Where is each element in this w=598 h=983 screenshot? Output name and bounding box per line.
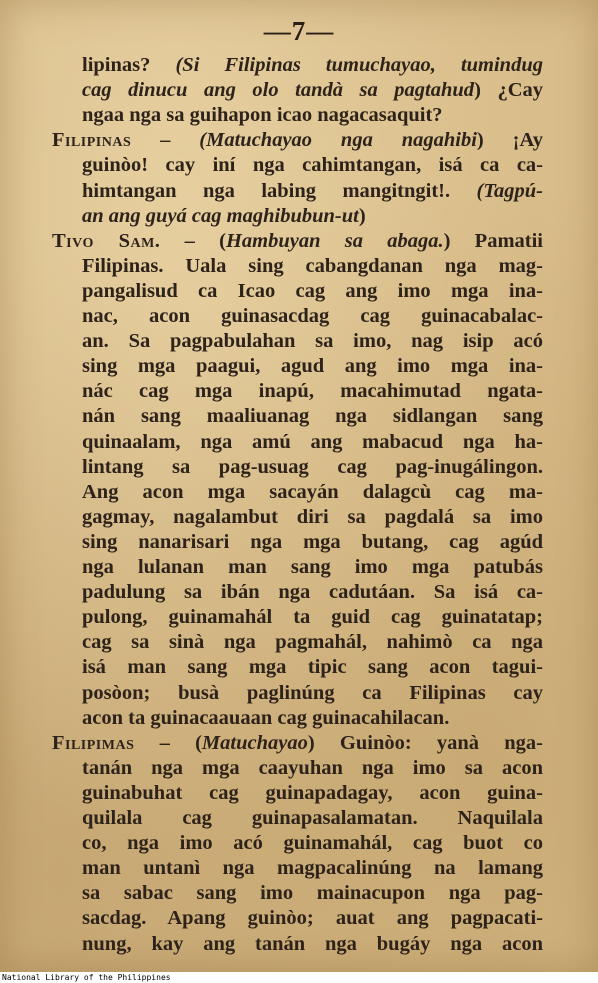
text-line bbox=[82, 378, 543, 404]
dialogue-text: – ( bbox=[160, 229, 226, 252]
text-line bbox=[82, 780, 543, 806]
dialogue-text: – ( bbox=[134, 731, 202, 754]
text-line bbox=[82, 604, 543, 630]
text-line bbox=[82, 830, 543, 856]
text-line bbox=[82, 805, 543, 831]
dialogue-text: nác cag mga inapú, macahimutad ngata- bbox=[82, 380, 543, 403]
dialogue-text: himtangan nga labing mangitngit!. bbox=[82, 179, 477, 202]
text-line bbox=[82, 579, 543, 605]
dialogue-text: nga lulanan man sang imo mga patubás bbox=[82, 556, 543, 578]
text-line bbox=[82, 654, 543, 680]
dialogue-text: quinaalam, nga amú ang mabacud nga ha- bbox=[82, 430, 543, 453]
text-line bbox=[82, 77, 543, 103]
footer-bar bbox=[0, 972, 598, 983]
stage-direction: (Tagpú- bbox=[476, 179, 543, 202]
dialogue-text: acon ta guinacaauaan cag guinacahilacan. bbox=[82, 706, 450, 729]
dialogue-text: nung, kay ang tanán nga bugáy nga acon bbox=[82, 932, 543, 955]
text-line bbox=[82, 52, 543, 78]
dialogue-text: – bbox=[131, 129, 200, 152]
text-line bbox=[82, 479, 543, 505]
text-line bbox=[82, 403, 543, 429]
stage-direction: cag dinucu ang olo tandà sa pagtahud bbox=[82, 79, 475, 102]
library-credit: National Library of the Philippines bbox=[2, 973, 171, 982]
stage-direction: (Si Filipinas tumuchayao, tumindug bbox=[175, 54, 543, 76]
text-line bbox=[82, 905, 543, 931]
text-line bbox=[82, 504, 543, 530]
text-line bbox=[82, 554, 543, 580]
text-line bbox=[82, 454, 543, 480]
text-line bbox=[52, 730, 543, 756]
stage-direction: an ang guyá cag maghibubun-ut bbox=[82, 204, 359, 227]
dialogue-text: gagmay, nagalambut diri sa pagdalá sa imo bbox=[82, 505, 543, 528]
speaker-name: Tivo Sam. bbox=[52, 229, 161, 252]
speaker-name: Filipinas bbox=[52, 129, 132, 152]
text-line bbox=[52, 127, 543, 153]
dialogue-text: ) bbox=[358, 204, 366, 227]
dialogue-text: sing nanarisari nga mga butang, cag agúd bbox=[82, 530, 543, 553]
text-line bbox=[82, 629, 543, 655]
dialogue-text: lintang sa pag-usuag cag pag-inugálingon. bbox=[82, 455, 543, 478]
dialogue-text: isá man sang mga tipic sang acon tagui- bbox=[82, 656, 543, 679]
dialogue-text: ) Pamatii bbox=[443, 229, 543, 252]
dialogue-text: sing mga paagui, agud ang imo mga ina- bbox=[82, 355, 543, 378]
dialogue-text: cag sa sinà nga pagmahál, nahimò ca nga bbox=[82, 631, 543, 654]
text-line bbox=[82, 152, 543, 178]
dialogue-text: man untanì nga magpacalinúng na lamang bbox=[82, 857, 543, 880]
dialogue-text: sa sabac sang imo mainacupon nga pag- bbox=[82, 882, 543, 905]
dialogue-text: posòon; busà paglinúng ca Filipinas cay bbox=[82, 681, 543, 704]
dialogue-text: ) ¡Ay bbox=[476, 129, 543, 152]
dialogue-text: quilala cag guinapasalamatan. Naquilala bbox=[82, 807, 543, 829]
dialogue-text: nac, acon guinasacdag cag guinacabalac- bbox=[82, 305, 543, 327]
text-line bbox=[82, 102, 543, 128]
text-line bbox=[82, 253, 543, 279]
text-line bbox=[82, 303, 543, 329]
dialogue-text: ) Guinòo: yanà nga- bbox=[307, 731, 543, 754]
text-line bbox=[82, 931, 543, 957]
speaker-name: Filipimas bbox=[52, 731, 135, 754]
page-number: —7— bbox=[263, 16, 335, 46]
dialogue-text: tanán nga mga caayuhan nga imo sa acon bbox=[82, 756, 543, 779]
text-line bbox=[82, 429, 543, 455]
dialogue-text: pangalisud ca Icao cag ang imo mga ina- bbox=[82, 279, 543, 302]
text-line bbox=[82, 705, 543, 731]
stage-direction: (Matuchayao nga nagahibi bbox=[199, 129, 477, 152]
text-line bbox=[82, 278, 543, 304]
dialogue-text: Filipinas. Uala sing cabangdanan nga mag- bbox=[82, 254, 543, 277]
dialogue-text: ngaa nga sa guihapon icao nagacasaquit? bbox=[82, 104, 443, 127]
dialogue-text: padulung sa ibán nga cadutáan. Sa isá ca- bbox=[82, 581, 543, 604]
text-line bbox=[82, 755, 543, 781]
dialogue-text: pulong, guinamahál ta guid cag guinatatap; bbox=[82, 606, 543, 629]
text-line bbox=[82, 328, 543, 354]
text-line bbox=[52, 228, 543, 254]
text-line bbox=[82, 178, 543, 204]
stage-direction: Hambuyan sa abaga. bbox=[225, 229, 444, 252]
text-line bbox=[82, 353, 543, 379]
dialogue-text: guinabuhat cag guinapadagay, acon guina- bbox=[82, 781, 543, 804]
stage-direction: Matuchayao bbox=[201, 731, 308, 754]
text-line bbox=[82, 203, 543, 229]
text-line bbox=[82, 855, 543, 881]
text-line bbox=[82, 880, 543, 906]
text-line bbox=[82, 680, 543, 706]
dialogue-text: ) ¿Cay bbox=[474, 79, 543, 102]
dialogue-text: sacdag. Apang guinòo; auat ang pagpacati- bbox=[82, 907, 543, 930]
text-line bbox=[82, 529, 543, 555]
dialogue-text: Ang acon mga sacayán dalagcù cag ma- bbox=[82, 480, 543, 503]
dialogue-text: nán sang maaliuanag nga sidlangan sang bbox=[82, 405, 543, 428]
dialogue-text: co, nga imo acó guinamahál, cag buot co bbox=[82, 832, 543, 855]
dialogue-text: lipinas? bbox=[82, 54, 176, 76]
dialogue-text: guinòo! cay iní nga cahimtangan, isá ca ca- bbox=[82, 154, 543, 177]
dialogue-text: an. Sa pagpabulahan sa imo, nag isip acó bbox=[82, 330, 543, 353]
